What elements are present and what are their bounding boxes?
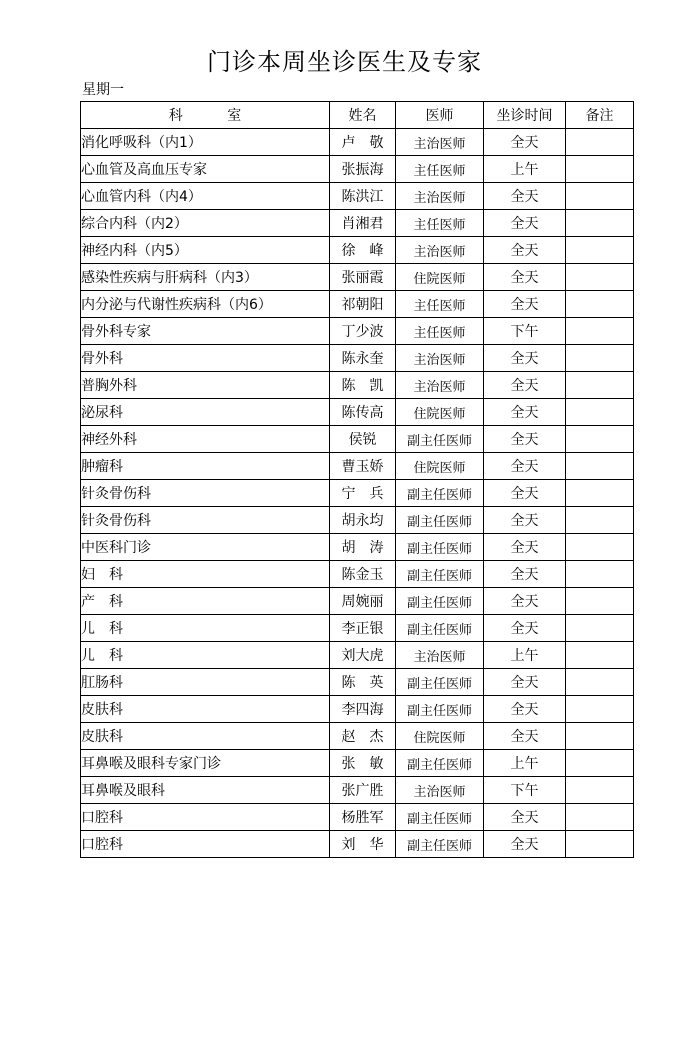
dept-cell: 心血管内科（内4） [81, 183, 330, 210]
note-cell [566, 696, 634, 723]
doctor-title-cell: 副主任医师 [396, 831, 484, 858]
doctor-title-cell: 副主任医师 [396, 750, 484, 777]
clinic-time-cell: 全天 [484, 723, 566, 750]
doctor-title-cell: 主任医师 [396, 210, 484, 237]
doctor-title-cell: 主任医师 [396, 156, 484, 183]
dept-cell: 综合内科（内2） [81, 210, 330, 237]
note-cell [566, 561, 634, 588]
header-name: 姓名 [330, 102, 396, 129]
note-cell [566, 453, 634, 480]
dept-cell: 耳鼻喉及眼科 [81, 777, 330, 804]
clinic-time-cell: 全天 [484, 183, 566, 210]
doctor-title-cell: 副主任医师 [396, 561, 484, 588]
dept-cell: 普胸外科 [81, 372, 330, 399]
note-cell [566, 345, 634, 372]
doctor-name-cell: 胡 涛 [330, 534, 396, 561]
doctor-name-cell: 陈永奎 [330, 345, 396, 372]
doctor-title-cell: 副主任医师 [396, 804, 484, 831]
note-cell [566, 534, 634, 561]
table-row [81, 588, 634, 615]
table-row [81, 480, 634, 507]
doctor-name-cell: 陈 凯 [330, 372, 396, 399]
day-label: 星期一 [82, 82, 124, 98]
doctor-title-cell: 副主任医师 [396, 615, 484, 642]
clinic-time-cell: 全天 [484, 210, 566, 237]
table-row [81, 669, 634, 696]
doctor-title-cell: 住院医师 [396, 453, 484, 480]
dept-cell: 内分泌与代谢性疾病科（内6） [81, 291, 330, 318]
note-cell [566, 723, 634, 750]
doctor-name-cell: 刘大虎 [330, 642, 396, 669]
doctor-name-cell: 张振海 [330, 156, 396, 183]
note-cell [566, 264, 634, 291]
doctor-name-cell: 刘 华 [330, 831, 396, 858]
table-row [81, 318, 634, 345]
clinic-time-cell: 全天 [484, 129, 566, 156]
clinic-time-cell: 全天 [484, 534, 566, 561]
table-row [81, 210, 634, 237]
doctor-title-cell: 副主任医师 [396, 426, 484, 453]
note-cell [566, 318, 634, 345]
doctor-title-cell: 主治医师 [396, 372, 484, 399]
clinic-time-cell: 全天 [484, 588, 566, 615]
dept-cell: 儿 科 [81, 642, 330, 669]
doctor-name-cell: 徐 峰 [330, 237, 396, 264]
doctor-title-cell: 主治医师 [396, 642, 484, 669]
dept-cell: 神经内科（内5） [81, 237, 330, 264]
doctor-name-cell: 周婉丽 [330, 588, 396, 615]
note-cell [566, 129, 634, 156]
note-cell [566, 426, 634, 453]
clinic-time-cell: 全天 [484, 831, 566, 858]
doctor-title-cell: 住院医师 [396, 723, 484, 750]
dept-cell: 感染性疾病与肝病科（内3） [81, 264, 330, 291]
note-cell [566, 399, 634, 426]
doctor-name-cell: 卢 敬 [330, 129, 396, 156]
note-cell [566, 804, 634, 831]
table-row [81, 264, 634, 291]
header-note: 备注 [566, 102, 634, 129]
clinic-time-cell: 全天 [484, 615, 566, 642]
dept-cell: 消化呼吸科（内1） [81, 129, 330, 156]
note-cell [566, 156, 634, 183]
note-cell [566, 777, 634, 804]
note-cell [566, 750, 634, 777]
clinic-time-cell: 全天 [484, 291, 566, 318]
dept-cell: 骨外科 [81, 345, 330, 372]
table-row [81, 345, 634, 372]
clinic-time-cell: 全天 [484, 669, 566, 696]
note-cell [566, 588, 634, 615]
doctor-title-cell: 副主任医师 [396, 588, 484, 615]
doctor-title-cell: 副主任医师 [396, 480, 484, 507]
note-cell [566, 210, 634, 237]
table-row [81, 426, 634, 453]
note-cell [566, 507, 634, 534]
dept-cell: 产 科 [81, 588, 330, 615]
dept-cell: 肿瘤科 [81, 453, 330, 480]
note-cell [566, 642, 634, 669]
note-cell [566, 615, 634, 642]
note-cell [566, 831, 634, 858]
clinic-time-cell: 上午 [484, 156, 566, 183]
doctor-title-cell: 主治医师 [396, 129, 484, 156]
doctor-title-cell: 住院医师 [396, 264, 484, 291]
clinic-time-cell: 下午 [484, 318, 566, 345]
doctor-title-cell: 副主任医师 [396, 507, 484, 534]
note-cell [566, 183, 634, 210]
doctor-title-cell: 主任医师 [396, 318, 484, 345]
table-row [81, 777, 634, 804]
dept-cell: 耳鼻喉及眼科专家门诊 [81, 750, 330, 777]
doctor-title-cell: 主治医师 [396, 183, 484, 210]
doctor-title-cell: 主治医师 [396, 237, 484, 264]
dept-cell: 泌尿科 [81, 399, 330, 426]
clinic-time-cell: 上午 [484, 642, 566, 669]
header-row [81, 102, 634, 129]
doctor-name-cell: 宁 兵 [330, 480, 396, 507]
doctor-name-cell: 祁朝阳 [330, 291, 396, 318]
dept-cell: 口腔科 [81, 804, 330, 831]
note-cell [566, 237, 634, 264]
table-row [81, 453, 634, 480]
table-row [81, 129, 634, 156]
doctor-name-cell: 陈金玉 [330, 561, 396, 588]
note-cell [566, 480, 634, 507]
table-row [81, 156, 634, 183]
clinic-time-cell: 全天 [484, 561, 566, 588]
table-row [81, 372, 634, 399]
doctor-title-cell: 主任医师 [396, 291, 484, 318]
dept-cell: 皮肤科 [81, 723, 330, 750]
dept-cell: 儿 科 [81, 615, 330, 642]
schedule-table [80, 101, 634, 858]
clinic-time-cell: 下午 [484, 777, 566, 804]
table-row [81, 183, 634, 210]
doctor-name-cell: 肖湘君 [330, 210, 396, 237]
doctor-name-cell: 陈传高 [330, 399, 396, 426]
dept-cell: 妇 科 [81, 561, 330, 588]
clinic-time-cell: 全天 [484, 264, 566, 291]
page-title: 门诊本周坐诊医生及专家 [207, 48, 482, 76]
clinic-time-cell: 上午 [484, 750, 566, 777]
dept-cell: 骨外科专家 [81, 318, 330, 345]
table-row [81, 642, 634, 669]
doctor-title-cell: 副主任医师 [396, 669, 484, 696]
table-row [81, 750, 634, 777]
table-row [81, 561, 634, 588]
table-row [81, 804, 634, 831]
clinic-time-cell: 全天 [484, 696, 566, 723]
clinic-time-cell: 全天 [484, 507, 566, 534]
clinic-time-cell: 全天 [484, 345, 566, 372]
doctor-name-cell: 张 敏 [330, 750, 396, 777]
dept-cell: 心血管及高血压专家 [81, 156, 330, 183]
dept-cell: 肛肠科 [81, 669, 330, 696]
header-dept: 科 室 [81, 102, 330, 129]
doctor-name-cell: 曹玉娇 [330, 453, 396, 480]
doctor-name-cell: 侯锐 [330, 426, 396, 453]
note-cell [566, 669, 634, 696]
table-row [81, 534, 634, 561]
table-row [81, 696, 634, 723]
doctor-name-cell: 胡永均 [330, 507, 396, 534]
doctor-name-cell: 张丽霞 [330, 264, 396, 291]
note-cell [566, 291, 634, 318]
table-row [81, 399, 634, 426]
doctor-name-cell: 杨胜军 [330, 804, 396, 831]
dept-cell: 皮肤科 [81, 696, 330, 723]
dept-cell: 口腔科 [81, 831, 330, 858]
doctor-name-cell: 赵 杰 [330, 723, 396, 750]
dept-cell: 中医科门诊 [81, 534, 330, 561]
doctor-title-cell: 副主任医师 [396, 696, 484, 723]
clinic-time-cell: 全天 [484, 399, 566, 426]
doctor-name-cell: 李四海 [330, 696, 396, 723]
note-cell [566, 372, 634, 399]
header-title: 医师 [396, 102, 484, 129]
doctor-title-cell: 副主任医师 [396, 534, 484, 561]
clinic-time-cell: 全天 [484, 237, 566, 264]
table-row [81, 237, 634, 264]
clinic-time-cell: 全天 [484, 804, 566, 831]
clinic-time-cell: 全天 [484, 453, 566, 480]
dept-cell: 神经外科 [81, 426, 330, 453]
doctor-title-cell: 主治医师 [396, 345, 484, 372]
table-row [81, 831, 634, 858]
clinic-time-cell: 全天 [484, 426, 566, 453]
header-time: 坐诊时间 [484, 102, 566, 129]
dept-cell: 针灸骨伤科 [81, 480, 330, 507]
table-row [81, 507, 634, 534]
doctor-title-cell: 住院医师 [396, 399, 484, 426]
doctor-name-cell: 陈 英 [330, 669, 396, 696]
table-row [81, 723, 634, 750]
doctor-name-cell: 丁少波 [330, 318, 396, 345]
clinic-time-cell: 全天 [484, 480, 566, 507]
table-row [81, 615, 634, 642]
clinic-time-cell: 全天 [484, 372, 566, 399]
table-row [81, 291, 634, 318]
dept-cell: 针灸骨伤科 [81, 507, 330, 534]
doctor-name-cell: 张广胜 [330, 777, 396, 804]
doctor-title-cell: 主治医师 [396, 777, 484, 804]
doctor-name-cell: 李正银 [330, 615, 396, 642]
doctor-name-cell: 陈洪江 [330, 183, 396, 210]
